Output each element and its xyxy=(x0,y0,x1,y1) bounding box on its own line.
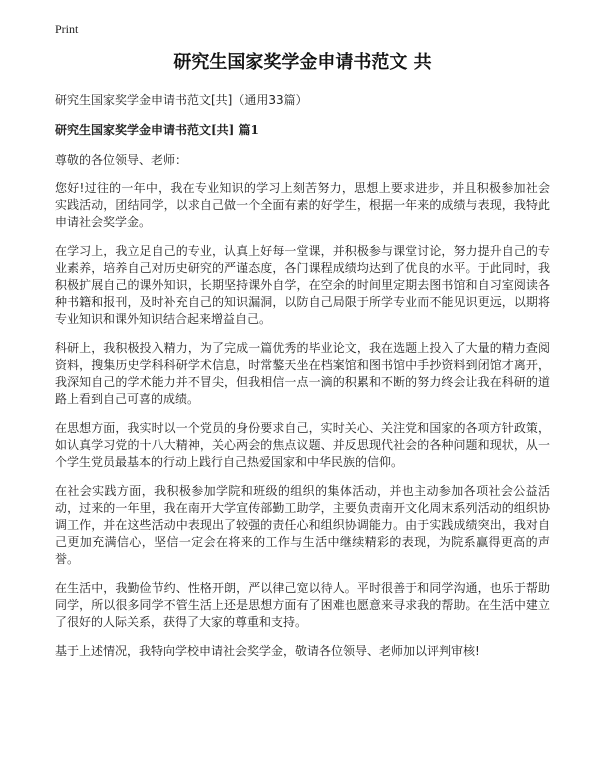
paragraph-conclusion: 基于上述情况，我特向学校申请社会奖学金，敬请各位领导、老师加以评判审核! xyxy=(55,644,480,658)
document-title: 研究生国家奖学金申请书范文 共 xyxy=(173,52,432,73)
paragraph-life: 在生活中，我勤俭节约、性格开朗，严以律己宽以待人。平时很善于和同学沟通，也乐于帮助同学，所以很多同学不管生活上还是思想方面有了困难也愿意来寻求我的帮助。在生活中建立了很好的人际关系，获得了大家的尊重和支持。 xyxy=(55,581,550,629)
salutation: 尊敬的各位领导、老师： xyxy=(55,153,188,167)
paragraph-study: 在学习上，我立足自己的专业，认真上好每一堂课，并积极参与课堂讨论，努力提升自己的专业素养，培养自己对历史研究的严谨态度，各门课程成绩均达到了优良的水平。于此同时，我积极扩展自己的课外知识，长期坚持课外自学，在空余的时间里定期去图书馆和自习室阅读各种书籍和报刊，及时补充自己的知识漏洞，以防自己局限于所学专业而不能见识更远，以期将专业知识和课外知识结合起来增益自己。 xyxy=(55,244,550,326)
print-link[interactable]: Print xyxy=(55,22,79,36)
paragraph-intro: 您好!过往的一年中，我在专业知识的学习上刻苦努力，思想上要求进步，并且积极参加社会实践活动，团结同学，以求自己做一个全面有素的好学生，根据一年来的成绩与表现，我特此申请社会奖学金。 xyxy=(55,181,550,229)
paragraph-research: 科研上，我积极投入精力，为了完成一篇优秀的毕业论文，我在选题上投入了大量的精力查阅资料，搜集历史学科科研学术信息，时常鏊天坐在档案馆和图书馆中手抄资料到闭馆才离开，我深知自己的学术能力并不冒尖，但我相信一点一滴的积累和不断的努力终会让我在科研的道路上看到自己可喜的成绩。 xyxy=(55,341,550,406)
paragraph-ideology: 在思想方面，我实时以一个党员的身份要求自己，实时关心、关注党和国家的各项方针政策，如认真学习党的十八大精神，关心两会的焦点议题、并反思现代社会的各种问题和现状，从一个学生党员最基本的行动上践行自己热爱国家和中华民族的信仰。 xyxy=(55,421,550,469)
document-subtitle: 研究生国家奖学金申请书范文[共]（通用33篇） xyxy=(55,93,308,107)
document-body xyxy=(55,52,550,672)
paragraph-social-practice: 在社会实践方面，我积极参加学院和班级的组织的集体活动，并也主动参加各项社会公益活动，过来的一年里，我在南开大学宣传部勤工助学，主要负责南开文化周末系列活动的组织协调工作，并在这些活动中表现出了较强的责任心和组织协调能力。由于实践成绩突出，我对自己更加充满信心，坚信一定会在将来的工作与生活中继续精彩的表现，为院系赢得更高的声誉。 xyxy=(55,484,550,566)
section-heading: 研究生国家奖学金申请书范文[共] 篇1 xyxy=(55,123,259,137)
